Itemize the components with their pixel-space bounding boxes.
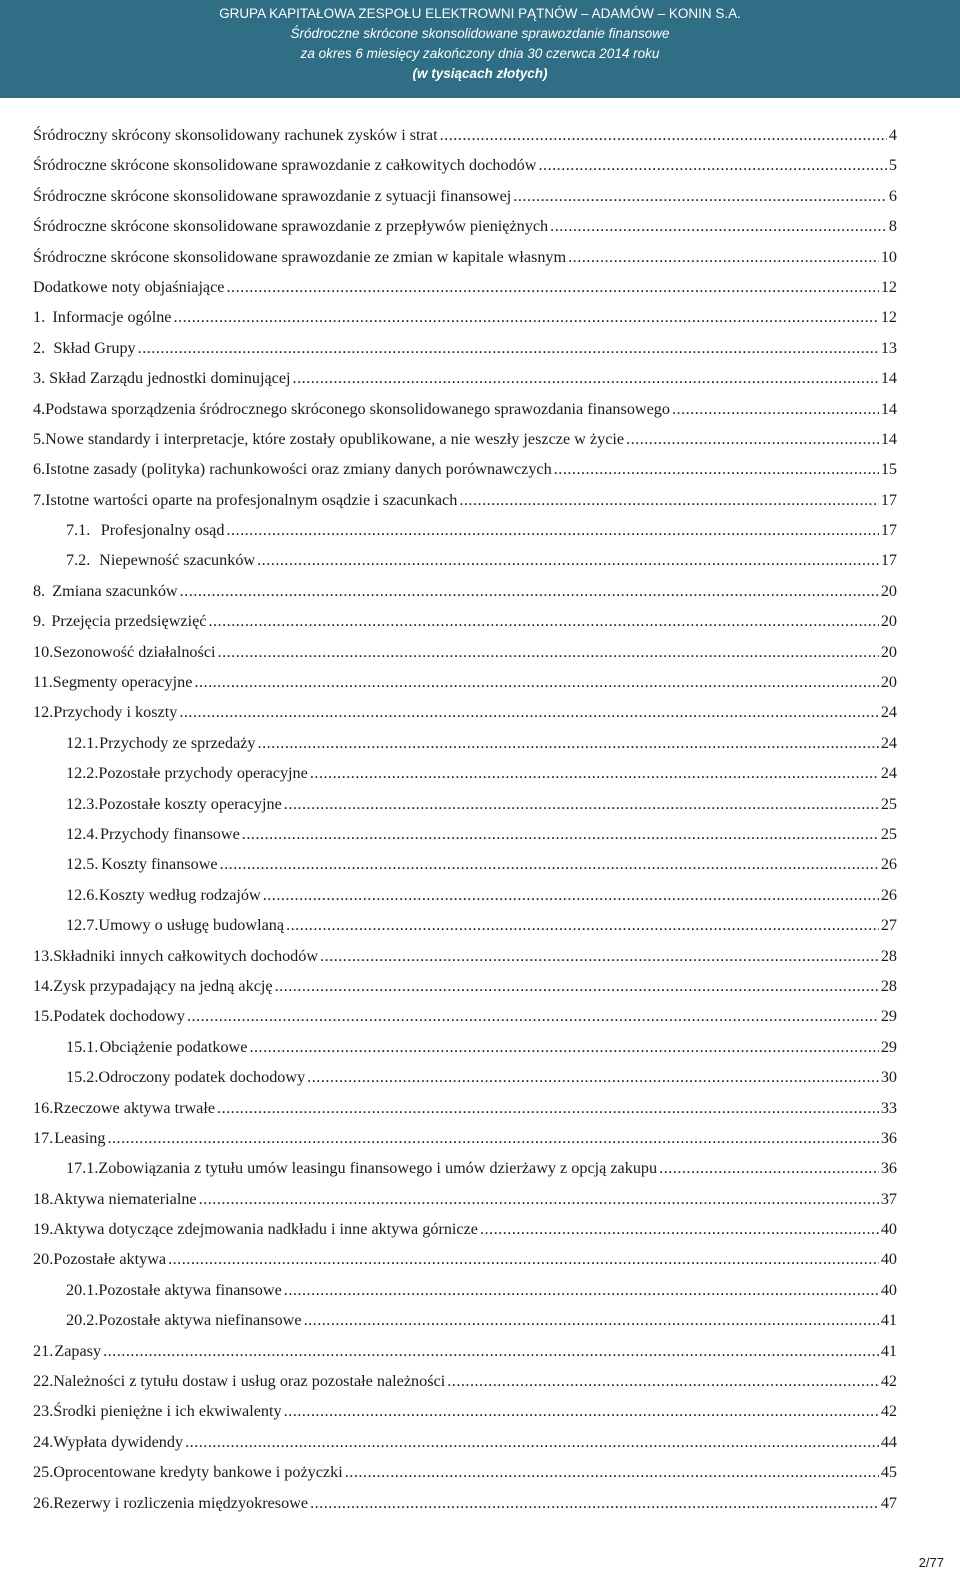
toc-entry-page: 14	[880, 399, 897, 418]
header-report-period: za okres 6 miesięcy zakończony dnia 30 czerwca 2014 roku	[300, 46, 660, 61]
toc-entry-number: 4.	[33, 399, 46, 418]
toc-leader-dots	[168, 1244, 879, 1274]
toc-entry-page: 13	[880, 338, 897, 357]
toc-leader-dots	[513, 181, 887, 211]
toc-entry-number: 15.1.	[66, 1037, 99, 1056]
toc-entry[interactable]	[33, 454, 897, 484]
toc-entry-number: 20.2.	[66, 1311, 99, 1330]
toc-entry-title: Należności z tytułu dostaw i usług oraz pozostałe należności	[53, 1372, 446, 1391]
toc-entry-number: 7.2.	[66, 551, 91, 570]
toc-leader-dots	[208, 606, 878, 636]
toc-entry-page: 24	[880, 733, 897, 752]
toc-entry-number: 22.	[33, 1372, 54, 1391]
toc-leader-dots	[672, 394, 879, 424]
toc-entry-page: 26	[880, 855, 897, 874]
toc-entry-page: 10	[880, 247, 897, 266]
toc-entry-number: 26.	[33, 1493, 54, 1512]
toc-entry-title: Zysk przypadający na jedną akcję	[53, 976, 273, 995]
toc-entry-number: 11.	[33, 673, 53, 692]
toc-entry[interactable]	[33, 1214, 897, 1244]
toc-leader-dots	[226, 515, 878, 545]
header-report-title: Śródroczne skrócone skonsolidowane sprawozdanie finansowe	[290, 26, 670, 41]
toc-entry-number: 20.1.	[66, 1280, 99, 1299]
toc-leader-dots	[199, 1184, 879, 1214]
toc-leader-dots	[242, 819, 879, 849]
toc-entry-number: 12.6.	[66, 885, 99, 904]
toc-leader-dots	[284, 1396, 879, 1426]
toc-entry-page: 42	[880, 1402, 897, 1421]
toc-entry[interactable]	[33, 880, 897, 910]
toc-entry[interactable]	[33, 758, 897, 788]
toc-entry-title: Oprocentowane kredyty bankowe i pożyczki	[53, 1463, 343, 1482]
toc-entry[interactable]	[33, 1488, 897, 1518]
toc-entry-number: 7.1.	[66, 521, 91, 540]
toc-entry-title: Skład Zarządu jednostki dominującej	[49, 369, 291, 388]
toc-leader-dots	[310, 1488, 879, 1518]
toc-entry-title: Pozostałe aktywa	[53, 1250, 167, 1269]
toc-entry[interactable]	[33, 971, 897, 1001]
toc-entry-title: Sezonowość działalności	[53, 642, 216, 661]
toc-entry[interactable]	[33, 1427, 897, 1457]
toc-entry[interactable]	[33, 1032, 897, 1062]
toc-entry[interactable]	[33, 1366, 897, 1396]
toc-entry-number: 20.	[33, 1250, 54, 1269]
toc-entry[interactable]	[33, 1457, 897, 1487]
toc-entry-number: 3.	[33, 369, 46, 388]
toc-leader-dots	[307, 1062, 879, 1092]
toc-leader-dots	[345, 1457, 879, 1487]
toc-entry-page: 5	[888, 156, 897, 175]
toc-entry[interactable]	[33, 789, 897, 819]
toc-entry-title: Niepewność szacunków	[99, 551, 256, 570]
toc-leader-dots	[310, 758, 879, 788]
toc-entry-title: Pozostałe przychody operacyjne	[98, 764, 308, 783]
toc-entry-number: 2.	[33, 338, 46, 357]
toc-leader-dots	[440, 120, 887, 150]
toc-entry-title: Rezerwy i rozliczenia międzyokresowe	[53, 1493, 309, 1512]
toc-entry[interactable]	[33, 1305, 897, 1335]
toc-entry-number: 15.2.	[66, 1068, 99, 1087]
toc-entry[interactable]	[33, 1336, 897, 1366]
document-header	[0, 0, 960, 98]
toc-entry-page: 40	[880, 1250, 897, 1269]
toc-leader-dots	[447, 1366, 879, 1396]
toc-entry-number: 10.	[33, 642, 54, 661]
table-of-contents	[33, 120, 897, 1518]
toc-entry-title: Nowe standardy i interpretacje, które zostały opublikowane, a nie weszły jeszcze w życie	[45, 429, 625, 448]
toc-entry-page: 28	[880, 946, 897, 965]
toc-leader-dots	[304, 1305, 879, 1335]
toc-entry-page: 24	[880, 764, 897, 783]
toc-entry[interactable]	[33, 941, 897, 971]
toc-entry-page: 4	[888, 126, 897, 144]
toc-entry-page: 25	[880, 794, 897, 813]
toc-entry-page: 17	[880, 521, 897, 540]
toc-entry-page: 6	[888, 186, 897, 205]
toc-entry[interactable]	[33, 1396, 897, 1426]
toc-entry-number: 14.	[33, 976, 54, 995]
toc-entry-page: 41	[880, 1311, 897, 1330]
toc-entry-title: Leasing	[54, 1128, 106, 1147]
toc-leader-dots	[263, 880, 879, 910]
toc-entry[interactable]	[33, 1093, 897, 1123]
toc-entry-title: Przychody finansowe	[99, 824, 240, 843]
toc-entry[interactable]	[33, 363, 897, 393]
toc-entry-page: 30	[880, 1068, 897, 1087]
toc-entry-title: Istotne wartości oparte na profesjonalnym osądzie i szacunkach	[45, 490, 458, 509]
toc-entry-number: 12.3.	[66, 794, 99, 813]
toc-entry-number: 13.	[33, 946, 54, 965]
toc-leader-dots	[275, 971, 879, 1001]
toc-entry[interactable]	[33, 1153, 897, 1183]
toc-entry[interactable]	[33, 424, 897, 454]
toc-entry[interactable]	[33, 1244, 897, 1274]
toc-entry[interactable]	[33, 576, 897, 606]
header-currency-note: (w tysiącach złotych)	[412, 66, 548, 81]
toc-entry-page: 27	[880, 916, 897, 935]
toc-entry-title: Śródroczne skrócone skonsolidowane sprawozdanie z sytuacji finansowej	[33, 186, 512, 205]
toc-entry-title: Śródroczne skrócone skonsolidowane sprawozdanie z przepływów pieniężnych	[33, 217, 549, 236]
toc-leader-dots	[218, 637, 879, 667]
toc-leader-dots	[185, 1427, 879, 1457]
toc-leader-dots	[187, 1001, 879, 1031]
toc-entry-page: 8	[888, 217, 897, 236]
toc-entry-page: 37	[880, 1189, 897, 1208]
toc-entry-title: Aktywa niematerialne	[53, 1189, 197, 1208]
toc-leader-dots	[138, 333, 879, 363]
toc-entry[interactable]	[33, 849, 897, 879]
toc-entry-number: 12.4.	[66, 824, 99, 843]
toc-leader-dots	[217, 1093, 879, 1123]
toc-entry-title: Śródroczne skrócone skonsolidowane sprawozdanie z całkowitych dochodów	[33, 156, 537, 175]
toc-entry-number: 21.	[33, 1341, 54, 1360]
toc-entry[interactable]	[33, 1001, 897, 1031]
toc-entry[interactable]	[33, 1184, 897, 1214]
toc-entry[interactable]	[33, 272, 897, 302]
toc-entry-page: 20	[880, 581, 897, 600]
toc-entry-title: Odroczony podatek dochodowy	[98, 1068, 306, 1087]
toc-leader-dots	[284, 1275, 879, 1305]
toc-entry-page: 20	[880, 612, 897, 631]
toc-entry-number: 12.7.	[66, 916, 99, 935]
toc-entry-title: Zobowiązania z tytułu umów leasingu finansowego i umów dzierżawy z opcją zakupu	[98, 1159, 658, 1178]
toc-entry-page: 14	[880, 429, 897, 448]
toc-leader-dots	[258, 728, 879, 758]
toc-entry[interactable]	[33, 333, 897, 363]
toc-entry-number: 25.	[33, 1463, 54, 1482]
toc-entry-title: Skład Grupy	[53, 338, 136, 357]
toc-leader-dots	[103, 1336, 879, 1366]
toc-entry-title: Śródroczny skrócony skonsolidowany rachunek zysków i strat	[33, 126, 438, 144]
toc-entry-page: 12	[880, 277, 897, 296]
toc-entry-page: 17	[880, 551, 897, 570]
toc-entry[interactable]	[33, 728, 897, 758]
toc-entry-page: 45	[880, 1463, 897, 1482]
toc-entry-number: 12.2.	[66, 764, 99, 783]
toc-entry-page: 29	[880, 1037, 897, 1056]
toc-entry-title: Umowy o usługę budowlaną	[98, 916, 285, 935]
toc-entry-page: 40	[880, 1220, 897, 1239]
toc-entry-title: Aktywa dotyczące zdejmowania nadkładu i inne aktywa górnicze	[53, 1220, 478, 1239]
toc-entry-number: 12.5.	[66, 855, 99, 874]
toc-leader-dots	[554, 454, 879, 484]
toc-leader-dots	[286, 910, 879, 940]
toc-entry-title: Koszty finansowe	[101, 855, 218, 874]
toc-entry-page: 20	[880, 673, 897, 692]
toc-entry-page: 29	[880, 1007, 897, 1026]
toc-entry-page: 24	[880, 703, 897, 722]
toc-entry-title: Zapasy	[54, 1341, 102, 1360]
toc-entry-title: Istotne zasady (polityka) rachunkowości oraz zmiany danych porównawczych	[45, 460, 552, 479]
toc-entry-title: Rzeczowe aktywa trwałe	[53, 1098, 216, 1117]
toc-entry-page: 36	[880, 1128, 897, 1147]
toc-entry-title: Podatek dochodowy	[53, 1007, 185, 1026]
toc-entry-title: Środki pieniężne i ich ekwiwalenty	[53, 1402, 282, 1421]
toc-entry[interactable]	[33, 120, 897, 150]
toc-entry-number: 6.	[33, 460, 46, 479]
toc-entry-number: 18.	[33, 1189, 54, 1208]
toc-leader-dots	[659, 1153, 879, 1183]
toc-entry[interactable]	[33, 150, 897, 180]
toc-entry-title: Koszty według rodzajów	[98, 885, 261, 904]
toc-entry-title: Obciążenie podatkowe	[99, 1037, 248, 1056]
toc-entry-page: 33	[880, 1098, 897, 1117]
toc-entry-page: 41	[880, 1341, 897, 1360]
toc-entry-title: Zmiana szacunków	[52, 581, 178, 600]
page-number: 2/77	[918, 1555, 944, 1570]
toc-entry-page: 40	[880, 1280, 897, 1299]
toc-entry[interactable]	[33, 242, 897, 272]
header-company-name: GRUPA KAPITAŁOWA ZESPOŁU ELEKTROWNI PĄTNÓW – ADAMÓW – KONIN S.A.	[219, 6, 741, 21]
toc-entry-page: 15	[880, 460, 897, 479]
toc-leader-dots	[480, 1214, 879, 1244]
toc-leader-dots	[220, 849, 879, 879]
toc-entry-number: 1.	[33, 308, 46, 327]
toc-entry-number: 12.	[33, 703, 54, 722]
toc-entry-page: 14	[880, 369, 897, 388]
toc-entry-page: 42	[880, 1372, 897, 1391]
toc-entry-title: Pozostałe aktywa finansowe	[98, 1280, 282, 1299]
toc-entry-title: Przychody i koszty	[53, 703, 178, 722]
toc-entry-number: 12.1.	[66, 733, 99, 752]
toc-entry[interactable]	[33, 697, 897, 727]
toc-entry[interactable]	[33, 637, 897, 667]
toc-entry[interactable]	[33, 1275, 897, 1305]
toc-entry-page: 47	[880, 1493, 897, 1512]
toc-entry[interactable]	[33, 485, 897, 515]
toc-entry-number: 24.	[33, 1432, 54, 1451]
toc-entry-number: 23.	[33, 1402, 54, 1421]
toc-entry-number: 7.	[33, 490, 46, 509]
toc-leader-dots	[284, 789, 879, 819]
toc-entry[interactable]	[33, 211, 897, 241]
toc-entry[interactable]	[33, 606, 897, 636]
toc-leader-dots	[194, 667, 878, 697]
toc-entry-title: Dodatkowe noty objaśniające	[33, 277, 225, 296]
toc-entry-title: Śródroczne skrócone skonsolidowane sprawozdanie ze zmian w kapitale własnym	[33, 247, 567, 266]
toc-entry[interactable]	[33, 819, 897, 849]
toc-leader-dots	[174, 302, 879, 332]
toc-leader-dots	[293, 363, 879, 393]
toc-leader-dots	[249, 1032, 878, 1062]
toc-entry-title: Przejęcia przedsięwzięć	[51, 612, 207, 631]
toc-leader-dots	[568, 242, 879, 272]
toc-entry-title: Profesjonalny osąd	[100, 521, 225, 540]
toc-leader-dots	[538, 150, 886, 180]
toc-entry-page: 28	[880, 976, 897, 995]
toc-entry-title: Przychody ze sprzedaży	[99, 733, 256, 752]
toc-entry[interactable]	[33, 302, 897, 332]
toc-entry[interactable]	[33, 545, 897, 575]
toc-entry[interactable]	[33, 1062, 897, 1092]
toc-entry-number: 16.	[33, 1098, 54, 1117]
toc-leader-dots	[180, 576, 879, 606]
toc-entry-title: Informacje ogólne	[52, 308, 172, 327]
toc-leader-dots	[626, 424, 879, 454]
toc-entry-number: 5.	[33, 429, 46, 448]
toc-entry-number: 19.	[33, 1220, 54, 1239]
toc-entry[interactable]	[33, 181, 897, 211]
toc-entry-number: 15.	[33, 1007, 54, 1026]
toc-entry-title: Pozostałe aktywa niefinansowe	[98, 1311, 302, 1330]
toc-leader-dots	[550, 211, 887, 241]
toc-entry-title: Pozostałe koszty operacyjne	[98, 794, 282, 813]
toc-entry-page: 20	[880, 642, 897, 661]
toc-entry-page: 26	[880, 885, 897, 904]
toc-entry[interactable]	[33, 667, 897, 697]
toc-entry-number: 9.	[33, 612, 46, 631]
toc-leader-dots	[107, 1123, 878, 1153]
toc-entry-title: Składniki innych całkowitych dochodów	[53, 946, 319, 965]
toc-entry-page: 36	[880, 1159, 897, 1178]
toc-leader-dots	[179, 697, 878, 727]
toc-leader-dots	[227, 272, 879, 302]
toc-entry-title: Segmenty operacyjne	[52, 673, 193, 692]
toc-entry-page: 44	[880, 1432, 897, 1451]
toc-leader-dots	[320, 941, 879, 971]
toc-entry-number: 8.	[33, 581, 46, 600]
toc-entry-page: 12	[880, 308, 897, 327]
toc-entry[interactable]	[33, 910, 897, 940]
toc-leader-dots	[257, 545, 879, 575]
toc-entry[interactable]	[33, 515, 897, 545]
toc-entry-title: Wypłata dywidendy	[53, 1432, 184, 1451]
toc-entry-page: 25	[880, 824, 897, 843]
toc-leader-dots	[459, 485, 878, 515]
toc-entry-number: 17.1.	[66, 1159, 99, 1178]
toc-entry[interactable]	[33, 394, 897, 424]
toc-entry-number: 17.	[33, 1128, 54, 1147]
toc-entry-page: 17	[880, 490, 897, 509]
toc-entry[interactable]	[33, 1123, 897, 1153]
toc-entry-title: Podstawa sporządzenia śródrocznego skróconego skonsolidowanego sprawozdania finansowego	[45, 399, 670, 418]
